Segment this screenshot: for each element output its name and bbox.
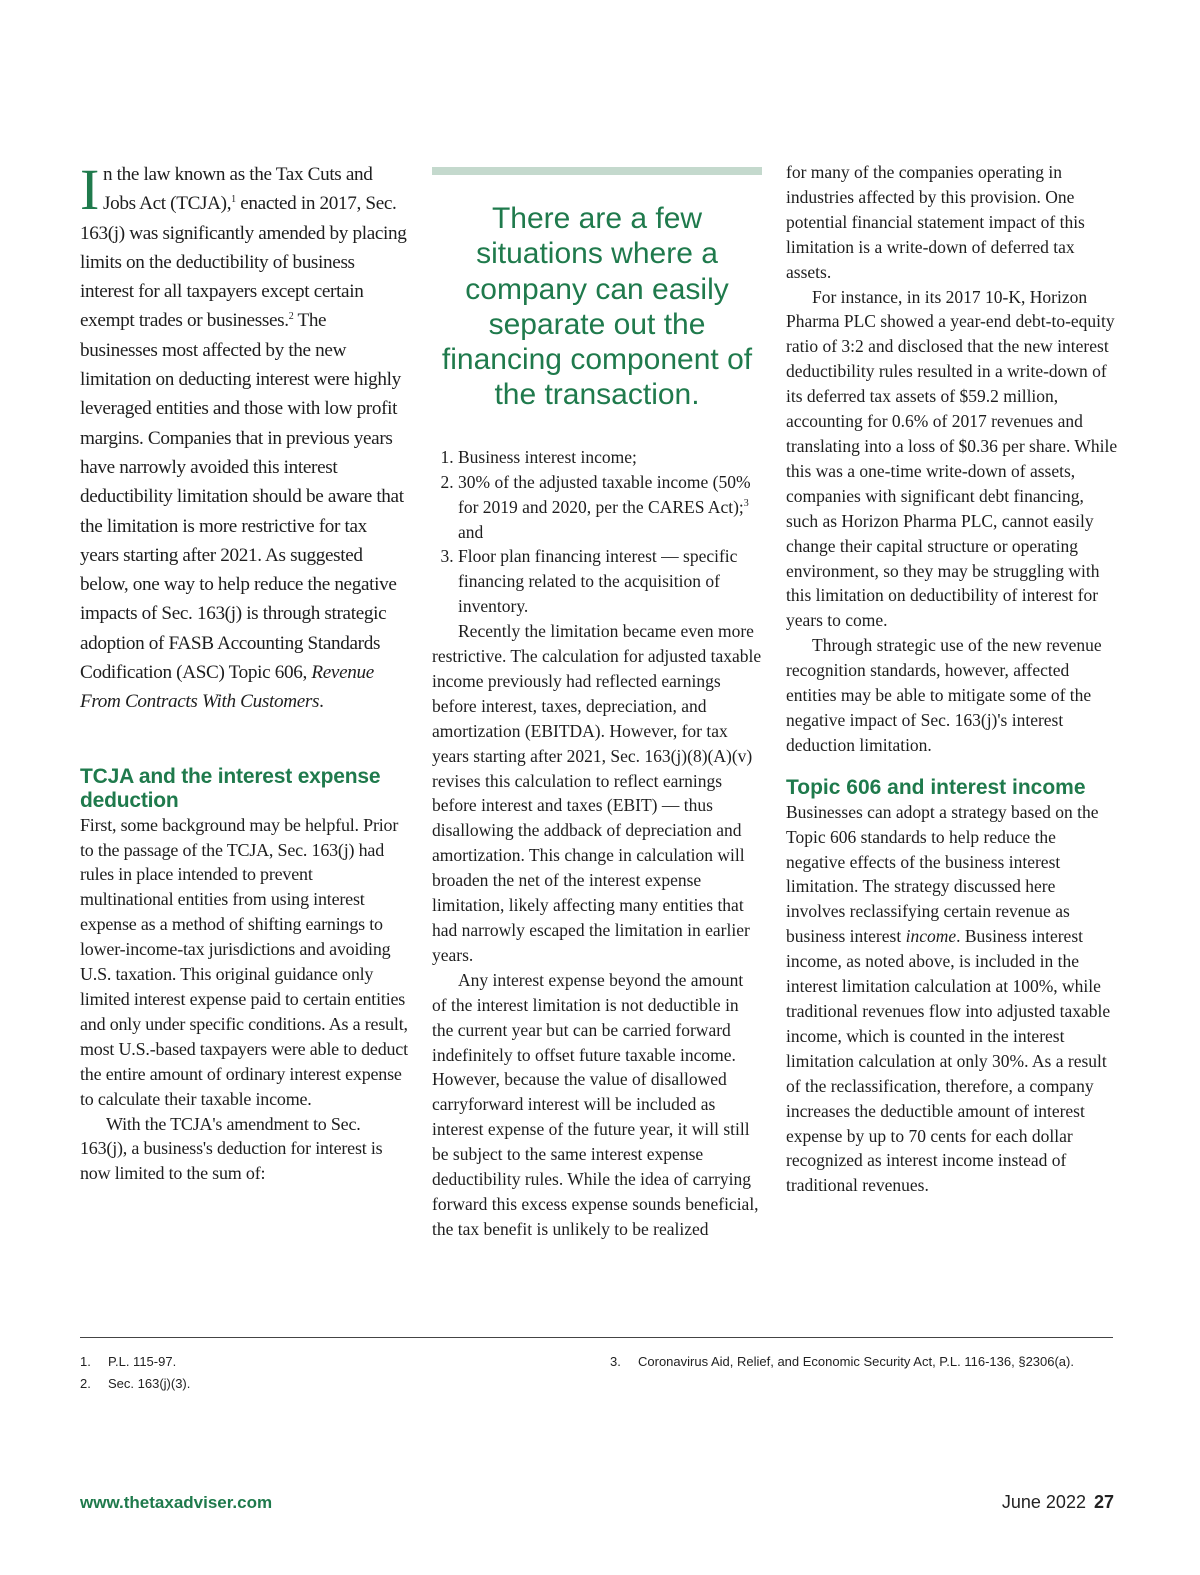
section-heading-topic-606: Topic 606 and interest income: [786, 775, 1086, 799]
body-paragraph: For instance, in its 2017 10-K, Horizon Pharma PLC showed a year-end debt-to-equity ratio of 3:2 and disclosed that the new interest deductibility rules resulted in a write-down of its deferred tax assets of $59.2 million, accounting for 0.6% of 2017 revenues and translating into a loss of $0.36 per share. While this was a one-time write-down of assets, companies with significant debt financing, such as Horizon Pharma PLC, cannot easily change their capital structure or operating environment, so they may be struggling with this limitation on deductibility of interest for years to come.: [786, 286, 1118, 631]
issue-info: [1002, 1492, 1114, 1513]
footnote-divider: [80, 1337, 1113, 1338]
body-paragraph: for many of the companies operating in industries affected by this provision. One potential financial statement impact of this limitation is a write-down of deferred tax assets.: [786, 162, 1085, 282]
footnote-ref-2[interactable]: 2: [288, 311, 294, 323]
body-paragraph: Businesses can adopt a strategy based on the Topic 606 standards to help reduce the negative effects of the business interest limitation. The strategy discussed here involves reclassifying certain revenue as business interest income. Business interest income, as noted above, is included in the interest limitation calculation at 100%, while traditional revenues flow into adjusted taxable income, which is counted in the interest limitation calculation at only 30%. As a result of the reclassification, therefore, a company increases the deductible amount of interest expense by up to 70 cents for each dollar recognized as interest income instead of traditional revenues.: [786, 801, 1111, 1196]
drop-cap: I: [80, 157, 99, 222]
footnote-3: 3. Coronavirus Aid, Relief, and Economic Security Act, P.L. 116-136, §2306(a).: [610, 1354, 1074, 1369]
list-item: 1. Business interest income;: [458, 445, 762, 470]
standard-title: Revenue From Contracts With Customers: [80, 662, 374, 713]
pull-quote: There are a few situations where a company can easily separate out the financing component of the transaction.: [441, 202, 753, 412]
footnote-1: 1. P.L. 115-97.: [80, 1354, 177, 1369]
page-number: 27: [1093, 1492, 1114, 1512]
footnote-2: 2. Sec. 163(j)(3).: [80, 1376, 191, 1391]
body-paragraph: Any interest expense beyond the amount of the interest limitation is not deductible in the current year but can be carried forward indefinitely to offset future taxable income. However, because the value of disallowed carryforward interest will be included as interest expense of the future year, it will still be subject to the same interest expense deductibility rules. While the idea of carrying forward this excess expense sounds beneficial, the tax benefit is unlikely to be realized: [432, 969, 759, 1239]
list-item: 3. Floor plan financing interest — specific financing related to the acquisition of inventory.: [458, 544, 762, 619]
interest-sum-list: [432, 445, 762, 619]
body-paragraph: Recently the limitation became even more restrictive. The calculation for adjusted taxable income previously had reflected earnings before interest, taxes, depreciation, and amortization (EBITDA). However, for tax years starting after 2021, Sec. 163(j)(8)(A)(v) revises this calculation to reflect earnings before interest and taxes (EBIT) — thus disallowing the addback of depreciation and amortization. This change in calculation will broaden the net of the interest expense limitation, likely affecting many entities that had narrowly escaped the limitation in earlier years.: [432, 621, 762, 965]
body-paragraph: With the TCJA's amendment to Sec. 163(j), a business's deduction for interest is now limited to the sum of:: [80, 1113, 383, 1184]
site-url-link[interactable]: www.thetaxadviser.com: [80, 1493, 273, 1512]
body-paragraph: Through strategic use of the new revenue recognition standards, however, affected entities may be able to mitigate some of the negative impact of Sec. 163(j)'s interest deduction limitation.: [786, 635, 1102, 755]
section-heading-tcja: TCJA and the interest expense deduction: [80, 764, 381, 812]
issue-date: June 2022: [1001, 1492, 1086, 1512]
article-column-2: [432, 160, 762, 1242]
footnote-ref-3[interactable]: 3: [743, 497, 749, 509]
list-item: 2. 30% of the adjusted taxable income (50% for 2019 and 2020, per the CARES Act);$^3$ and: [458, 470, 762, 545]
pull-quote-rule: [432, 167, 762, 175]
article-column-3: [786, 160, 1118, 1198]
body-paragraph: First, some background may be helpful. Prior to the passage of the TCJA, Sec. 163(j) had rules in place intended to prevent multinational entities from using interest expense as a method of shifting earnings to lower-income-tax jurisdictions and avoiding U.S. taxation. This original guidance only limited interest expense paid to certain entities and only under specific conditions. As a result, most U.S.-based taxpayers were able to deduct the entire amount of ordinary interest expense to calculate their taxable income.: [80, 814, 408, 1109]
footnote-ref-1[interactable]: 1: [231, 194, 236, 206]
intro-paragraph: In the law known as the Tax Cuts and Jobs Act (TCJA),$^1$ enacted in 2017, Sec. 163(j) was significantly amended by placing limits on the deductibility of business interest for all taxpayers except certain exempt trades or businesses.$^2$ The businesses most affected by the new limitation on deducting interest were highly leveraged entities and those with low profit margins. Companies that in previous years have narrowly avoided this interest deductibility limitation should be aware that the limitation is more restrictive for tax years starting after 2021. As suggested below, one way to help reduce the negative impacts of Sec. 163(j) is through strategic adoption of FASB Accounting Standards Codification (ASC) Topic 606, Revenue From Contracts With Customers.: [80, 157, 407, 713]
article-column-1: [80, 157, 408, 1186]
